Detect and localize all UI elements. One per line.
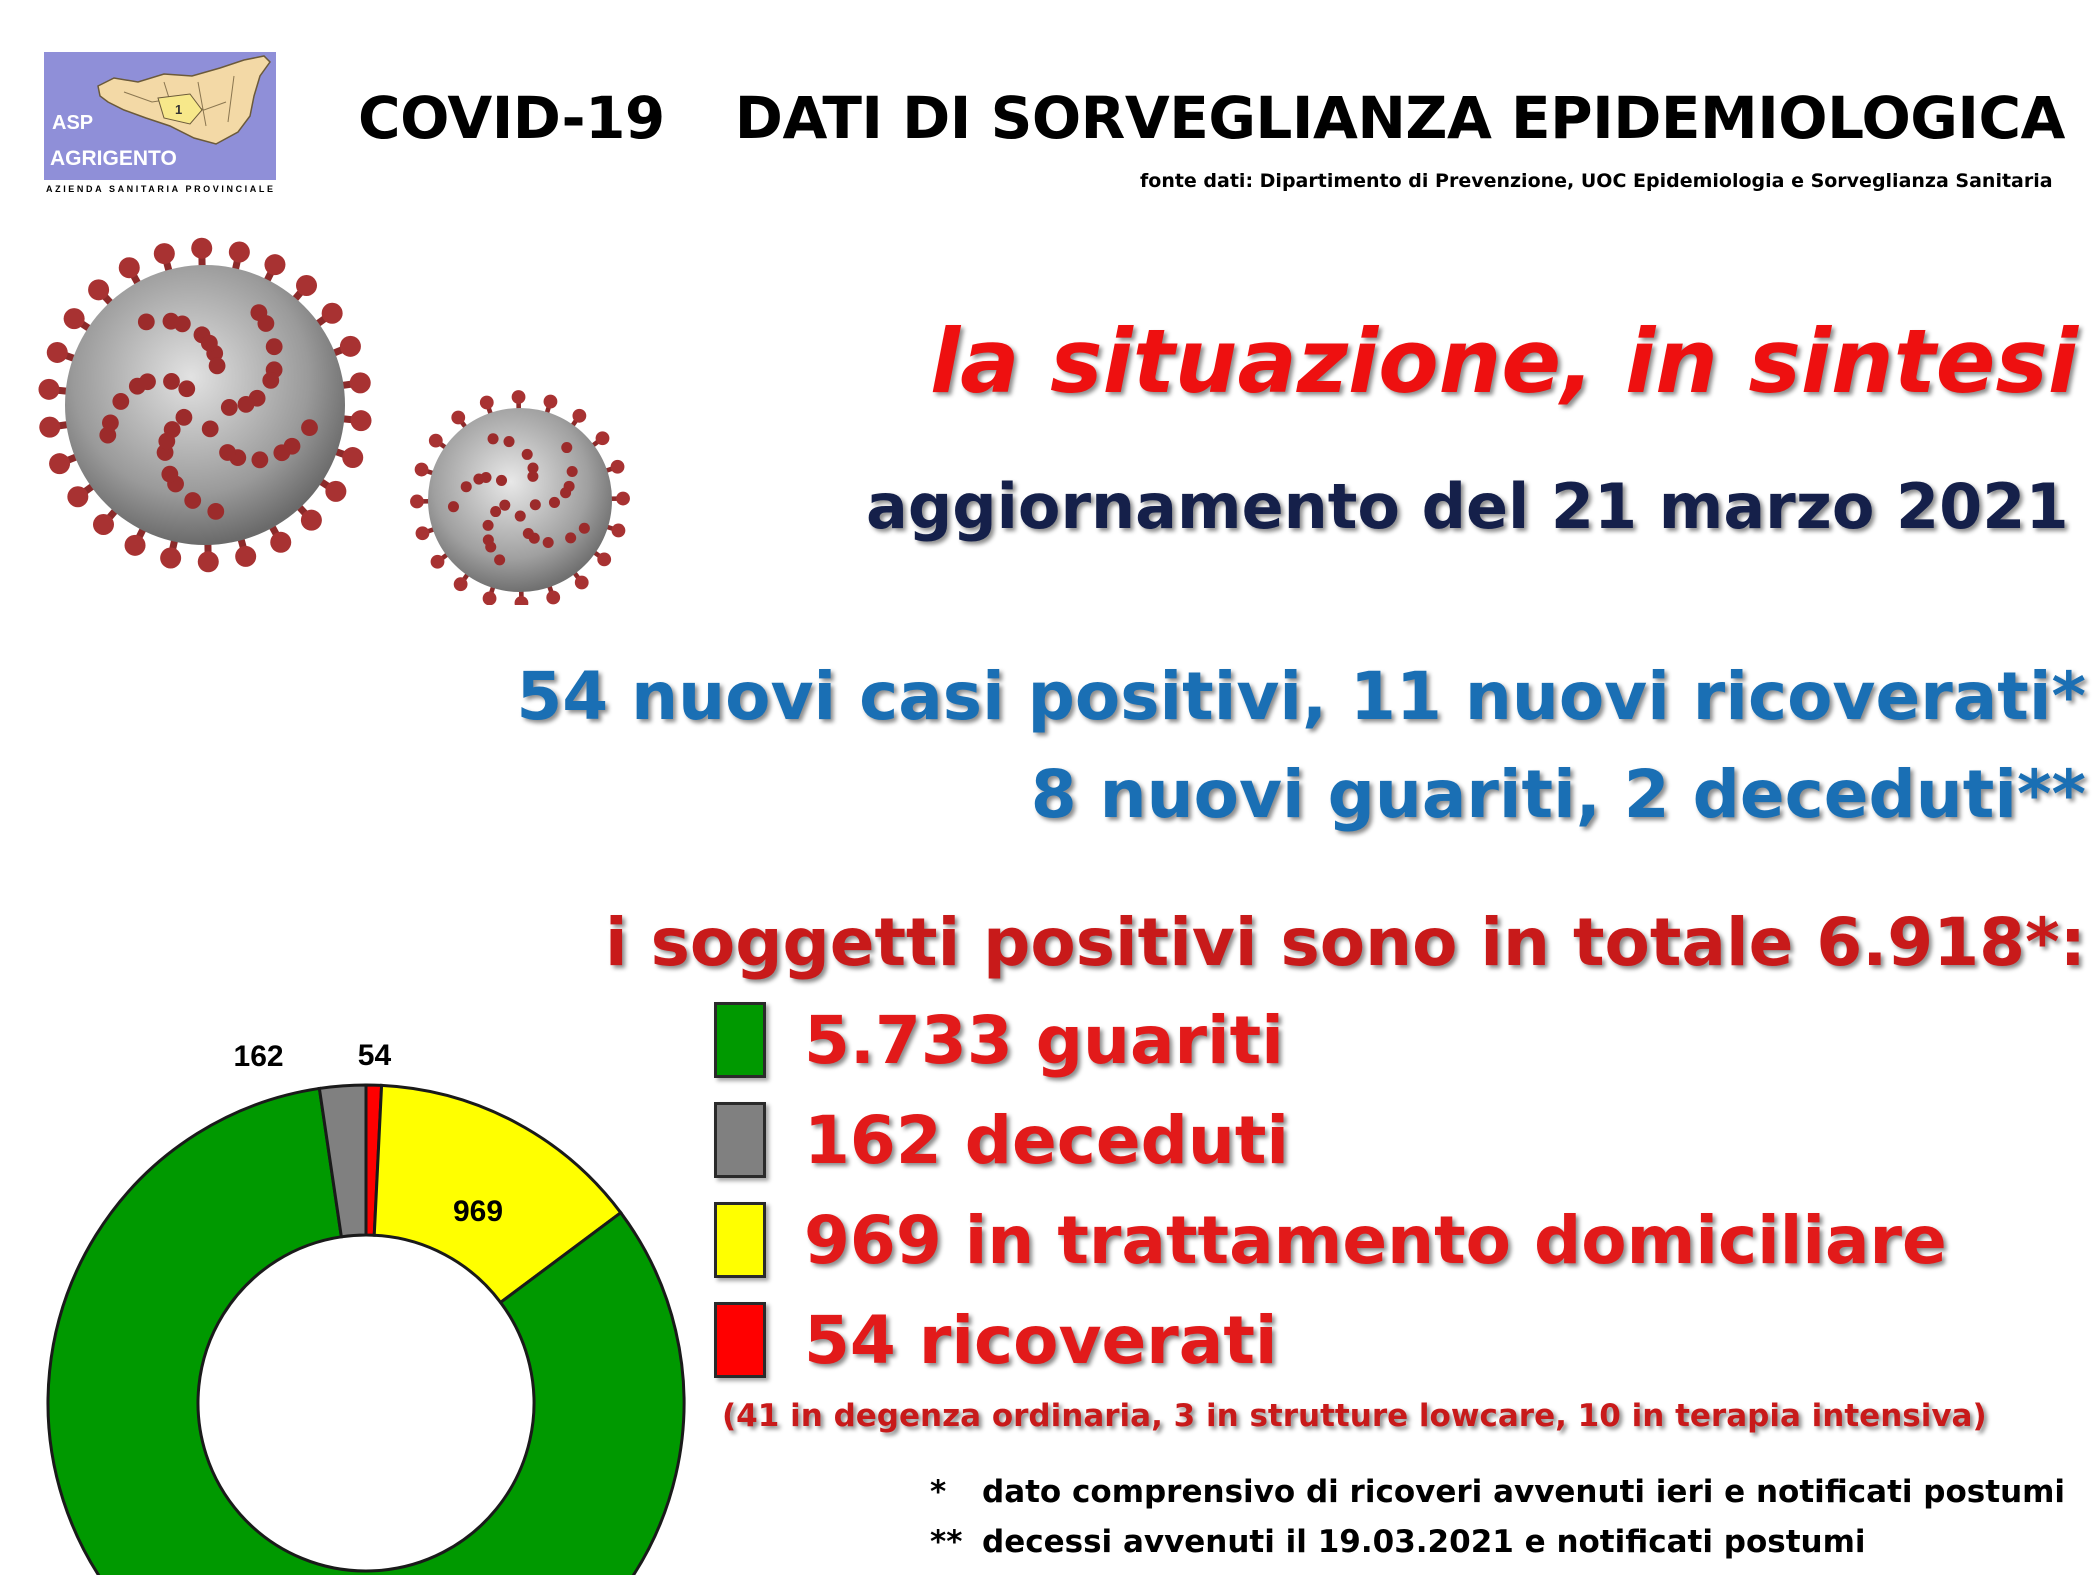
title-covid: COVID-19 bbox=[358, 84, 665, 152]
legend-label: 969 in trattamento domiciliare bbox=[804, 1201, 1947, 1279]
logo-asp-text: ASP bbox=[52, 112, 94, 134]
legend-item-deceduti bbox=[714, 1100, 1289, 1180]
data-label-deceduti: 162 bbox=[233, 1039, 284, 1073]
legend-item-domiciliare bbox=[714, 1200, 1947, 1280]
legend-swatch bbox=[714, 1002, 766, 1078]
update-date: aggiornamento del 21 marzo 2021 bbox=[866, 470, 2069, 543]
legend-label: 162 deceduti bbox=[804, 1101, 1290, 1179]
legend-swatch bbox=[714, 1302, 766, 1378]
legend-item-ricoverati bbox=[714, 1300, 1278, 1380]
legend-item-guariti bbox=[714, 1000, 1284, 1080]
virus-small bbox=[410, 390, 630, 605]
total-positive: i soggetti positivi sono in totale 6.918*: bbox=[604, 904, 2086, 981]
new-recovered-line: 8 nuovi guariti, 2 deceduti** bbox=[1030, 756, 2086, 833]
data-label-trattamento-domiciliare: 969 bbox=[452, 1194, 504, 1228]
logo-azienda-text: AZIENDA SANITARIA PROVINCIALE bbox=[46, 184, 276, 194]
donut-chart bbox=[0, 830, 720, 1575]
svg-text:1: 1 bbox=[175, 102, 183, 117]
legend-swatch bbox=[714, 1202, 766, 1278]
data-source: fonte dati: Dipartimento di Prevenzione, UOC Epidemiologia e Sorveglianza Sanitaria bbox=[1140, 170, 2053, 192]
footnote-mark: ** bbox=[930, 1524, 963, 1560]
data-label-ricoverati: 54 bbox=[357, 1039, 392, 1073]
hospital-detail: (41 in degenza ordinaria, 3 in strutture lowcare, 10 in terapia intensiva) bbox=[722, 1398, 1987, 1434]
summary-subtitle: la situazione, in sintesi bbox=[930, 310, 2078, 413]
title-dati: DATI DI SORVEGLIANZA EPIDEMIOLOGICA bbox=[734, 84, 2065, 152]
coronavirus-illustration bbox=[30, 225, 630, 605]
footnote-mark: * bbox=[930, 1474, 947, 1510]
legend-swatch bbox=[714, 1102, 766, 1178]
footnote-2 bbox=[930, 1524, 1866, 1560]
asp-logo bbox=[44, 52, 276, 198]
legend-label: 54 ricoverati bbox=[804, 1301, 1278, 1379]
sicily-map-icon bbox=[94, 52, 276, 152]
footnote-text: decessi avvenuti il 19.03.2021 e notificati postumi bbox=[982, 1524, 1866, 1560]
page-title bbox=[358, 84, 2065, 152]
new-cases-line: 54 nuovi casi positivi, 11 nuovi ricoverati* bbox=[516, 658, 2086, 735]
footnote-text: dato comprensivo di ricoveri avvenuti ieri e notificati postumi bbox=[982, 1474, 2066, 1510]
logo-agrigento-text: AGRIGENTO bbox=[50, 147, 177, 170]
footnote-1 bbox=[930, 1474, 2065, 1510]
virus-large bbox=[38, 238, 371, 573]
legend-label: 5.733 guariti bbox=[804, 1001, 1284, 1079]
